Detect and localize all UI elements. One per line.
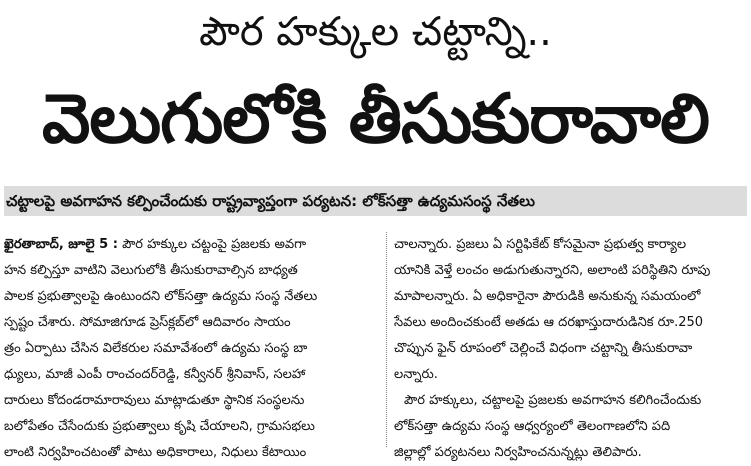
kicker-title: పౌర హక్కుల చట్టాన్ని.. [199, 9, 552, 55]
text-line: యానికి వెళ్తే లంచం అడుగుతున్నారని, అలాంటి పరిస్థితిని రూపు [394, 263, 711, 278]
text-line: లన్నారు. [394, 367, 438, 382]
text-line: బలోపేతం చేసేందుకు ప్రభుత్వాలు కృషి చేయాలని, గ్రామసభలు [4, 419, 315, 434]
text-line: త్రం ఏర్పాటు చేసిన విలేకరుల సమావేశంలో ఉద్యమ సంస్థ బా [4, 341, 308, 356]
subheadline-bar: చట్టాలపై అవగాహన కల్పించేందుకు రాష్ట్రవ్యాప్తంగా పర్యటన: లోక్‌సత్తా ఉద్యమసంస్థ నేతలు [4, 186, 747, 216]
text-line-segment: పౌర హక్కుల చట్టంపై ప్రజలకు అవగా [122, 237, 307, 252]
text-line: పాలక ప్రభుత్వాలపై ఉంటుందని లోక్‌సత్తా ఉద్యమ సంస్థ నేతలు [4, 289, 318, 304]
dateline: ఖైరతాబాద్, జూలై 5 : [4, 237, 118, 252]
text-line: చొప్పున ఫైన్ రూపంలో చెల్లించే విధంగా చట్టాన్ని తీసుకురావా [394, 341, 693, 356]
text-line: చాలన్నారు. ప్రజలు ఏ సర్టిఫికేట్ కోసమైనా ప్రభుత్వ కార్యాల [394, 237, 687, 252]
text-line: పౌర హక్కులు, చట్టాలపై ప్రజలకు అవగాహన కలిగించేందుకు [404, 393, 702, 408]
text-line: లోక్‌సత్తా ఉద్యమ సంస్థ ఆధ్వర్యంలో తెలంగాణలోని పది [394, 419, 671, 434]
text-line: జిల్లాల్లో పర్యటనలు నిర్వహించనున్నట్లు తెలిపారు. [394, 445, 642, 460]
text-line: హన కల్పిస్తూ వాటిని వెలుగులోకి తీసుకురావాల్సిన బాధ్యత [4, 263, 298, 278]
text-line: స్పష్టం చేశారు. సోమాజిగూడ ప్రెస్‌క్లబ్‌లో ఆదివారం సాయం [4, 315, 291, 330]
text-line: దారులు కోదండరామారావులు మాట్లాడుతూ స్థానిక సంస్థలను [4, 393, 305, 408]
article-column-right [394, 232, 748, 466]
article-column-left [4, 232, 380, 466]
text-line: మాపాలన్నారు. ఏ అధికారైనా పౌరుడికి అనుకున్న సమయంలో [394, 289, 701, 304]
text-line: సేవలు అందించకుంటే అతడు ఆ దరఖాస్తుదారుడినిక రూ.250 [394, 315, 704, 330]
headline: వెలుగులోకి తీసుకురావాలి [42, 80, 709, 159]
text-line [4, 232, 380, 258]
text-line: ధ్యులు, మాజీ ఎంపీ రాంచందర్‌రెడ్డి, కన్వీనర్ శ్రీనివాస్, సలహా [4, 367, 306, 382]
text-line: లాంటి నిర్వహించటంతో పాటు అధికారాలు, నిధులు కేటాయిం [4, 445, 307, 460]
column-divider [386, 232, 388, 447]
